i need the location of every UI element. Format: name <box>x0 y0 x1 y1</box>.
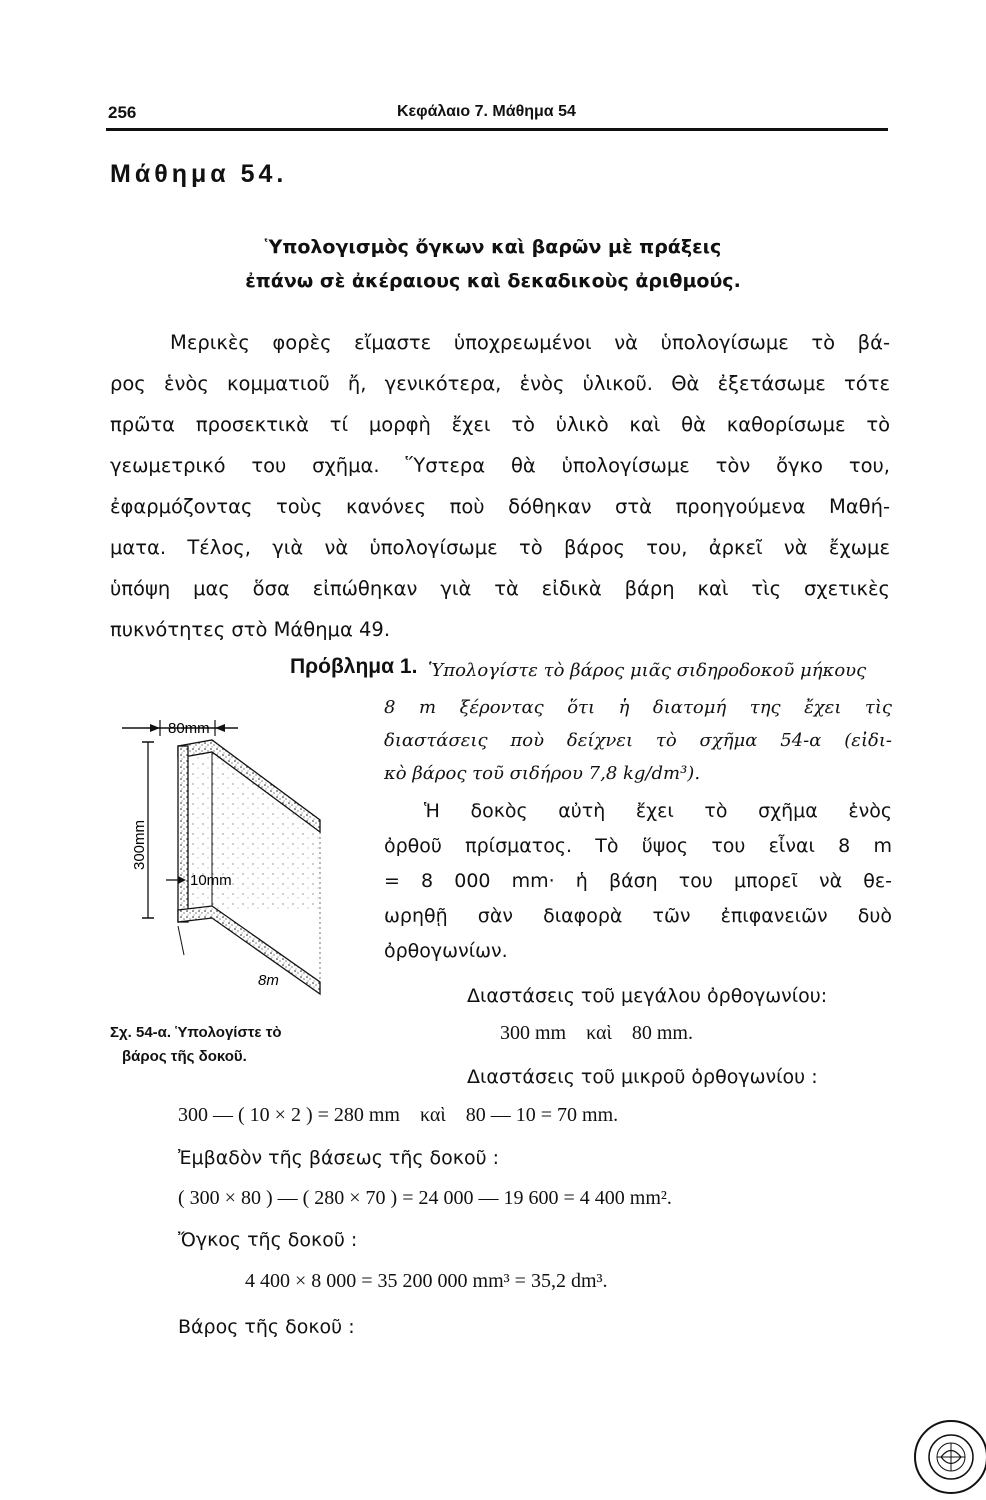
problem-statement-line: κὸ βάρος τοῦ σιδήρου 7,8 kg/dm³). <box>384 763 701 784</box>
weight-label: Βάρος τῆς δοκοῦ : <box>178 1316 355 1338</box>
lesson-heading: Μάθημα 54. <box>110 160 288 188</box>
width-label: 80mm <box>168 720 210 737</box>
problem-label: Πρόβλημα 1. <box>290 655 418 678</box>
figure-caption-line-1: Σχ. 54-α. Ὑπολογίστε τὸ <box>110 1024 282 1041</box>
running-title: Κεφάλαιο 7. Μάθημα 54 <box>397 103 576 120</box>
problem-statement-line: διαστάσεις ποὺ δείχνει τὸ σχῆμα 54-α (εἰδι- <box>384 730 892 751</box>
figure-caption-line-2: βάρος τῆς δοκοῦ. <box>122 1048 247 1065</box>
intro-line: ματα. Τέλος, γιὰ νὰ ὑπολογίσωμε τὸ βάρος του, ἀρκεῖ νὰ ἔχωμε <box>110 536 890 559</box>
thickness-label: 10mm <box>190 872 232 889</box>
intro-line: Μερικὲς φορὲς εἴμαστε ὑποχρεωμένοι νὰ ὑπολογίσωμε τὸ βά- <box>170 331 890 354</box>
area-label: Ἐμβαδὸν τῆς βάσεως τῆς δοκοῦ : <box>178 1147 500 1169</box>
intro-line: γεωμετρικό του σχῆμα. Ὕστερα θὰ ὑπολογίσωμε τὸν ὄγκο του, <box>110 454 890 477</box>
intro-line: ὑπόψη μας ὅσα εἰπώθηκαν γιὰ τὰ εἰδικὰ βάρη καὶ τὶς σχετικὲς <box>110 577 890 600</box>
solution-line: ὀρθογωνίων. <box>384 940 508 962</box>
lesson-subtitle-line-2: ἐπάνω σὲ ἀκέραιους καὶ δεκαδικοὺς ἀριθμούς. <box>245 270 741 292</box>
volume-calc: 4 400 × 8 000 = 35 200 000 mm³ = 35,2 dm³. <box>245 1270 608 1292</box>
solution-line: = 8 000 mm· ἡ βάση του μπορεῖ νὰ θε- <box>384 870 892 892</box>
problem-statement-line: Ὑπολογίστε τὸ βάρος μιᾶς σιδηροδοκοῦ μήκους <box>428 660 867 681</box>
big-rect-value: 300 mm καὶ 80 mm. <box>500 1022 693 1044</box>
area-calc: ( 300 × 80 ) — ( 280 × 70 ) = 24 000 — 19 600 = 4 400 mm². <box>178 1187 672 1209</box>
length-label: 8m <box>258 972 279 989</box>
solution-line: ωρηθῇ σὰν διαφορὰ τῶν ἐπιφανειῶν δυὸ <box>384 905 892 927</box>
small-rect-calc: 300 — ( 10 × 2 ) = 280 mm καὶ 80 — 10 = 70 mm. <box>178 1104 619 1126</box>
intro-line: πρῶτα προσεκτικὰ τί μορφὴ ἔχει τὸ ὑλικὸ καὶ θὰ καθορίσωμε τὸ <box>110 413 890 436</box>
page-number: 256 <box>108 103 137 122</box>
solution-line: Ἡ δοκὸς αὐτὴ ἔχει τὸ σχῆμα ἑνὸς <box>424 800 892 822</box>
beam-figure <box>120 700 380 1020</box>
solution-line: ὀρθοῦ πρίσματος. Τὸ ὕψος του εἶναι 8 m <box>384 835 892 857</box>
intro-line: ρος ἑνὸς κομματιοῦ ἤ, γενικότερα, ἑνὸς ὑλικοῦ. Θὰ ἐξετάσωμε τότε <box>110 372 890 395</box>
problem-statement-line: 8 m ξέροντας ὅτι ἡ διατομή της ἔχει τὶς <box>384 697 892 718</box>
intro-line: πυκνότητες στὸ Μάθημα 49. <box>110 618 391 641</box>
volume-label: Ὄγκος τῆς δοκοῦ : <box>178 1229 358 1251</box>
lesson-subtitle-line-1: Ὑπολογισμὸς ὄγκων καὶ βαρῶν μὲ πράξεις <box>264 236 722 258</box>
small-rect-label: Διαστάσεις τοῦ μικροῦ ὀρθογωνίου : <box>467 1066 818 1088</box>
big-rect-label: Διαστάσεις τοῦ μεγάλου ὀρθογωνίου: <box>467 985 828 1007</box>
foundation-seal <box>912 1418 986 1496</box>
header-rule <box>106 128 888 131</box>
height-label: 300mm <box>131 819 148 870</box>
intro-line: ἐφαρμόζοντας τοὺς κανόνες ποὺ δόθηκαν στὰ προηγούμενα Μαθή- <box>110 495 890 518</box>
